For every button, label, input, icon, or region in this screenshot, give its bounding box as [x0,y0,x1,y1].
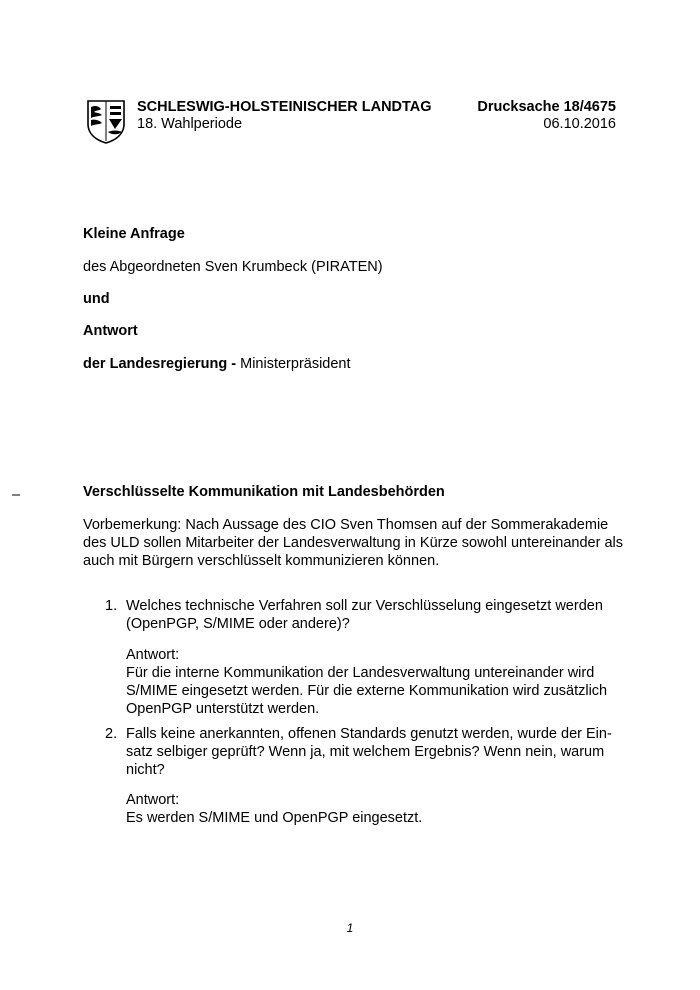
page-number: 1 [346,921,354,935]
header-right [477,99,616,133]
margin-mark: – [12,487,21,503]
inquiry-type: Kleine Anfrage [83,226,185,242]
question-line: Welches technische Verfahren soll zur Verschlüsselung eingesetzt werden [126,598,603,614]
header-left [137,99,432,133]
answer-label: Antwort: [126,647,180,663]
document-date: 06.10.2016 [543,116,616,132]
inquiry-author: des Abgeordneten Sven Krumbeck (PIRATEN) [83,259,383,275]
question-number: 1. [105,598,118,614]
parliament-name: SCHLESWIG-HOLSTEINISCHER LANDTAG [137,99,432,115]
answer-heading: Antwort [83,323,138,339]
government-line [83,355,351,373]
question-line: satz selbiger geprüft? Wenn ja, mit welchem Ergebnis? Wenn nein, warum [126,744,605,760]
answer-label: Antwort: [126,792,180,808]
answer-line: Es werden S/MIME und OpenPGP eingesetzt. [126,810,423,826]
question-line: Falls keine anerkannten, offenen Standards genutzt werden, wurde der Ein- [126,726,612,742]
document-title: Verschlüsselte Kommunikation mit Landesbehörden [83,484,445,500]
question-number: 2. [105,726,118,742]
answer-2 [126,791,626,827]
question-line: (OpenPGP, S/MIME oder andere)? [126,616,350,632]
schleswig-holstein-crest-icon [86,98,126,144]
preliminary-line: Vorbemerkung: Nach Aussage des CIO Sven Thomsen auf der Sommerakademie [83,517,609,533]
question-2 [126,725,626,779]
preliminary-line: des ULD sollen Mitarbeiter der Landesverwaltung in Kürze sowohl untereinander als [83,535,624,551]
answer-line: OpenPGP unterstützt werden. [126,701,320,717]
answer-line: Für die interne Kommunikation der Landesverwaltung untereinander wird [126,665,595,681]
question-line: nicht? [126,762,165,778]
answer-1 [126,646,626,718]
preliminary-line: auch mit Bürgern verschlüsselt kommunizieren können. [83,553,440,569]
intro-and: und [83,291,110,307]
preliminary-remark [83,516,628,570]
government-label: der Landesregierung - [83,356,237,372]
document-number: Drucksache 18/4675 [477,99,616,115]
government-ministry: Ministerpräsident [236,356,351,372]
election-period: 18. Wahlperiode [137,116,243,132]
answer-line: S/MIME eingesetzt werden. Für die externe Kommunikation wird zusätzlich [126,683,608,699]
question-1 [126,597,626,633]
